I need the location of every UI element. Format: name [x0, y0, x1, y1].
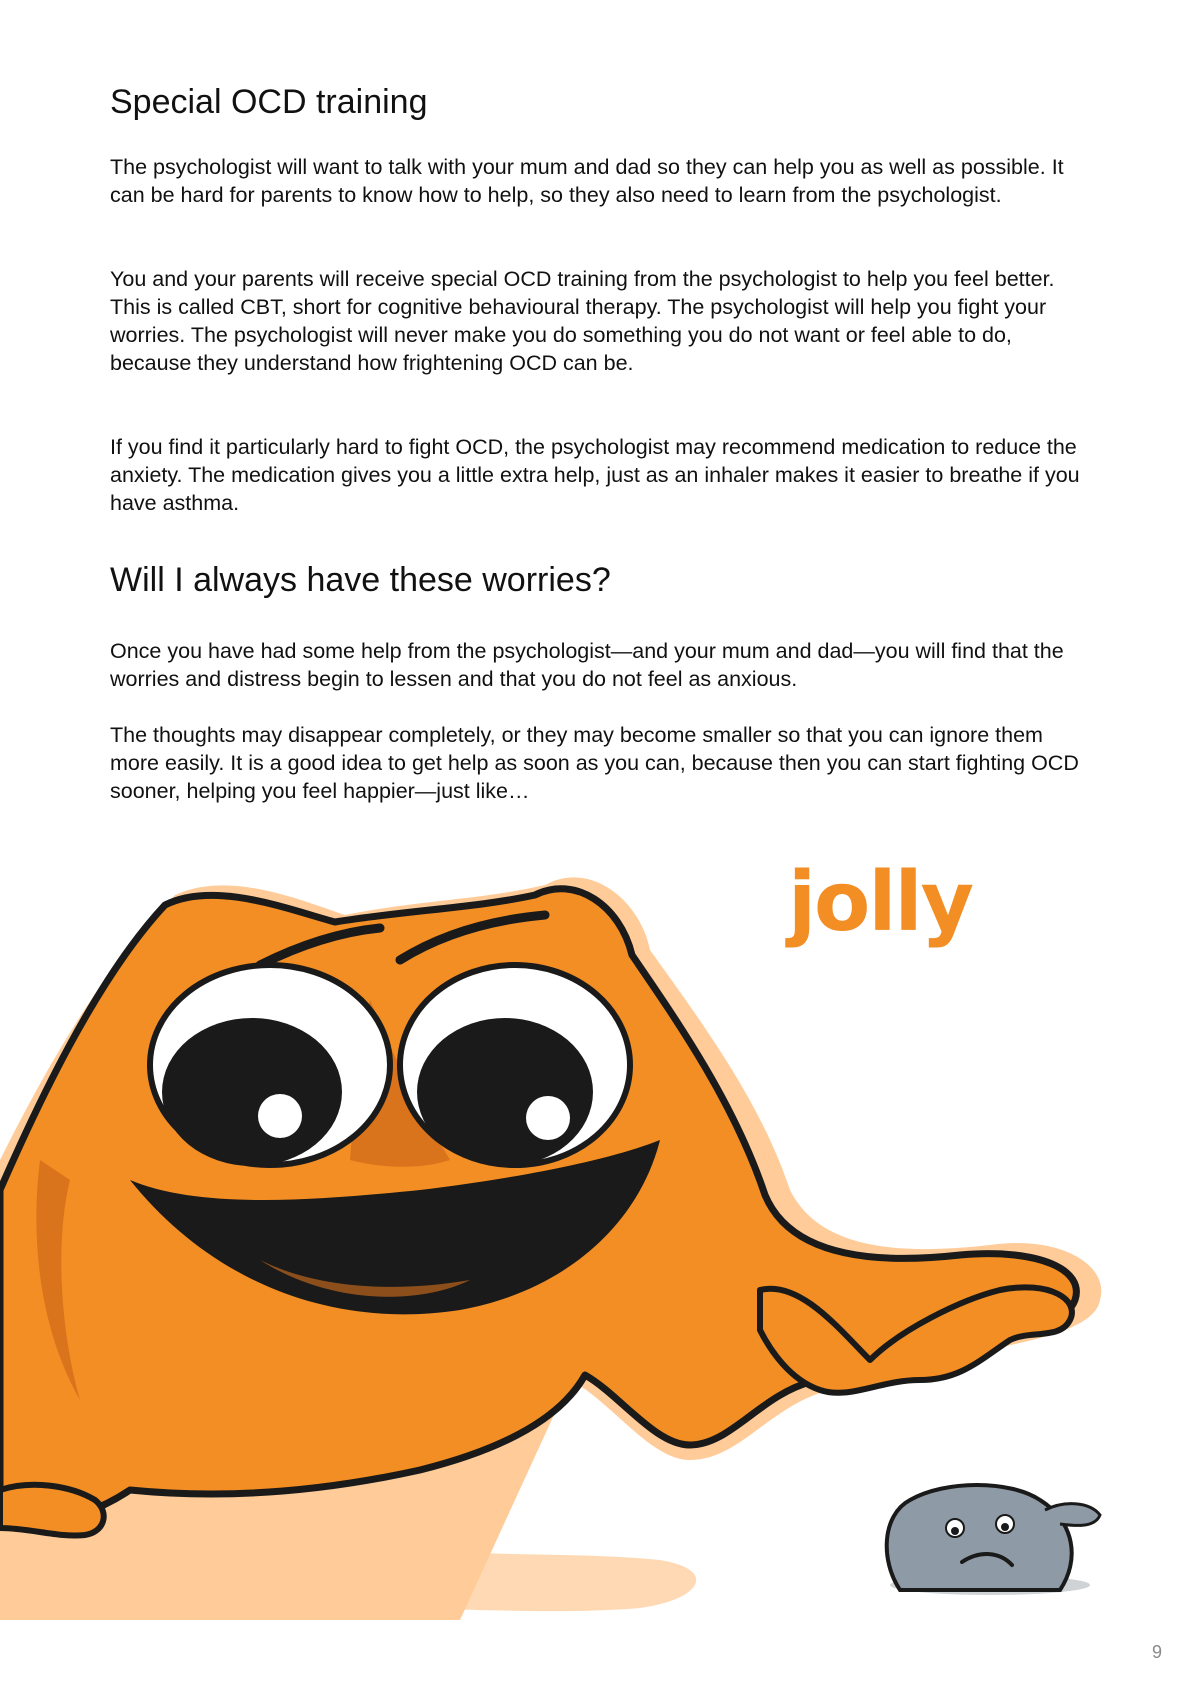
jolly-title: jolly [787, 860, 973, 950]
jolly-illustration [0, 860, 1190, 1620]
paragraph: You and your parents will receive special OCD training from the psychologist to help you feel better. This is called CBT, short for cognitive behavioural therapy. The psychologist will help you fight your worries. The psychologist will never make you do something you do not want or feel able to do, because they understand how frightening OCD can be. [110, 267, 1055, 375]
section-heading-ocd-training: Special OCD training [110, 83, 428, 121]
paragraph: Once you have had some help from the psychologist—and your mum and dad—you will find that the worries and distress begin to lessen and that you do not feel as anxious. [110, 639, 1064, 691]
paragraph: The thoughts may disappear completely, or they may become smaller so that you can ignore them more easily. It is a good idea to get help as soon as you can, because then you can start fighting OCD sooner, helping you feel happier—just like… [110, 723, 1079, 803]
paragraph: If you find it particularly hard to fight OCD, the psychologist may recommend medication to reduce the anxiety. The medication gives you a little extra help, just as an inhaler makes it easier to breathe if you have asthma. [110, 435, 1080, 515]
section-heading-worries: Will I always have these worries? [110, 561, 611, 599]
paragraph: The psychologist will want to talk with your mum and dad so they can help you as well as possible. It can be hard for parents to know how to help, so they also need to learn from the psychologist. [110, 155, 1064, 207]
page-number: 9 [1151, 1642, 1162, 1662]
worry-creature [887, 1485, 1100, 1595]
